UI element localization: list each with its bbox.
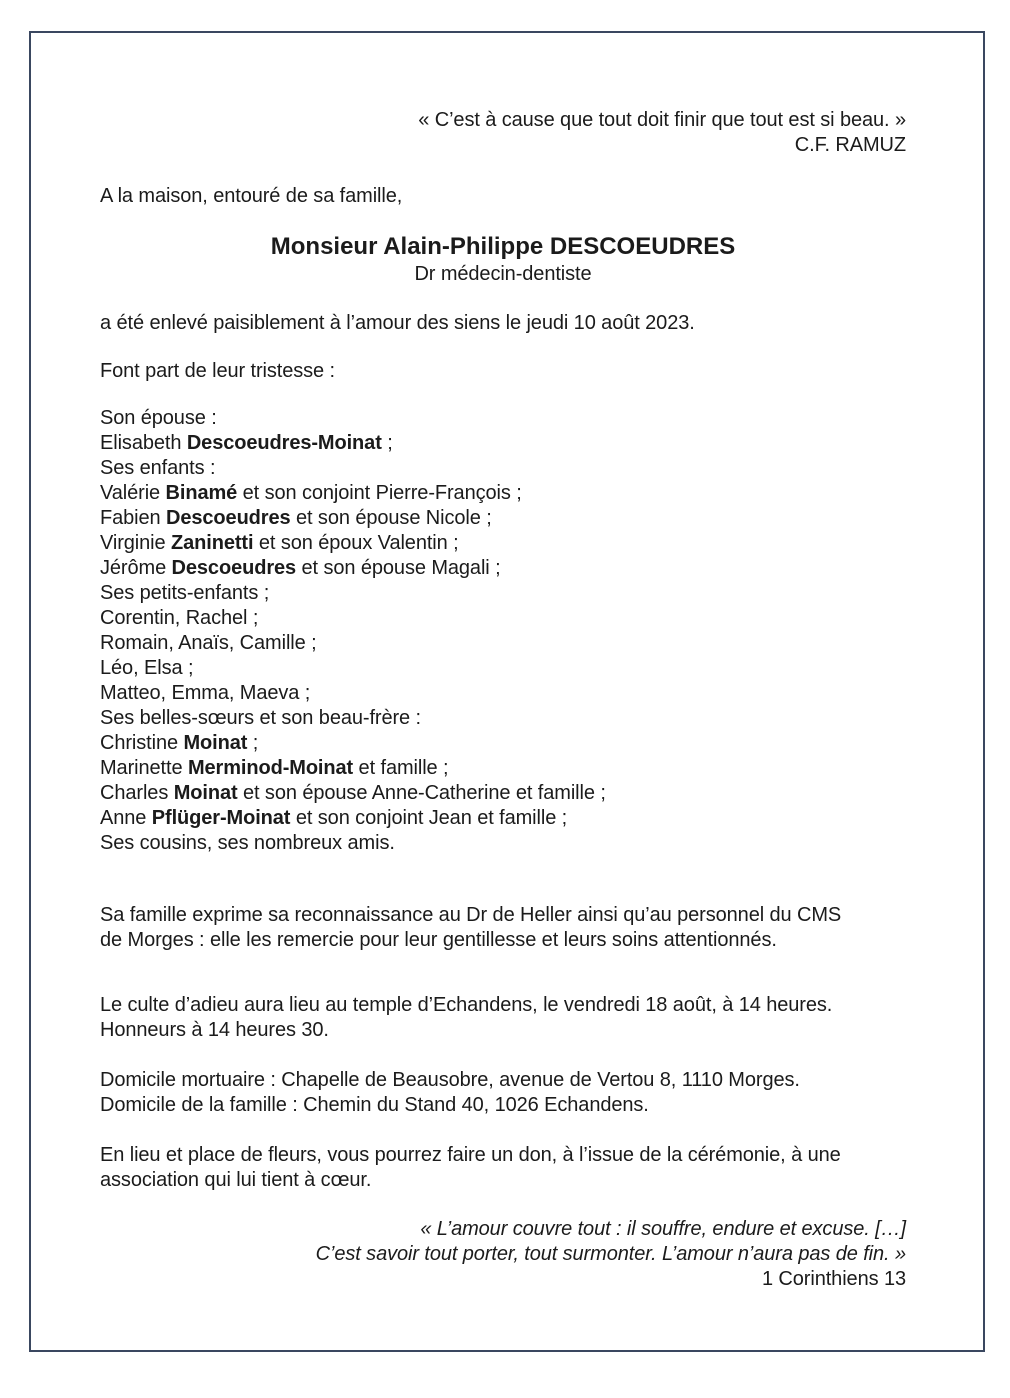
- closing-quote-lines: [100, 1217, 906, 1267]
- text-line: C’est savoir tout porter, tout surmonter. L’amour n’aura pas de fin. »: [315, 1243, 906, 1265]
- family-line: Anne Pflüger-Moinat et son conjoint Jean et famille ;: [100, 807, 568, 829]
- family-line: Corentin, Rachel ;: [100, 607, 259, 629]
- closing-reference: 1 Corinthiens 13: [761, 1268, 906, 1290]
- deceased-header: [100, 233, 906, 287]
- family-line: Virginie Zaninetti et son époux Valentin ;: [100, 532, 459, 554]
- family-line: Christine Moinat ;: [100, 732, 259, 754]
- family-line: Léo, Elsa ;: [100, 657, 194, 679]
- text-line: association qui lui tient à cœur.: [100, 1169, 372, 1191]
- text-line: Domicile de la famille : Chemin du Stand 40, 1026 Echandens.: [100, 1094, 649, 1116]
- intro-line: A la maison, entouré de sa famille,: [100, 185, 403, 207]
- gratitude-paragraph: [100, 903, 906, 953]
- donation-paragraph: [100, 1143, 906, 1193]
- epigraph: [100, 108, 906, 158]
- family-line: Ses cousins, ses nombreux amis.: [100, 832, 395, 854]
- text-line: Sa famille exprime sa reconnaissance au Dr de Heller ainsi qu’au personnel du CMS: [100, 904, 842, 926]
- family-line: Ses petits-enfants ;: [100, 582, 270, 604]
- family-line: Ses enfants :: [100, 457, 216, 479]
- addresses-paragraph: [100, 1068, 906, 1118]
- text-line: En lieu et place de fleurs, vous pourrez faire un don, à l’issue de la cérémonie, à une: [100, 1144, 841, 1166]
- family-line: Jérôme Descoeudres et son épouse Magali ;: [100, 557, 501, 579]
- family-line: Charles Moinat et son épouse Anne-Catherine et famille ;: [100, 782, 606, 804]
- family-line: Romain, Anaïs, Camille ;: [100, 632, 317, 654]
- text-line: Le culte d’adieu aura lieu au temple d’Echandens, le vendredi 18 août, à 14 heures.: [100, 994, 833, 1016]
- ceremony-paragraph: [100, 993, 906, 1043]
- family-line: Elisabeth Descoeudres-Moinat ;: [100, 432, 393, 454]
- closing-quote: [100, 1217, 906, 1292]
- text-line: « L’amour couvre tout : il souffre, endure et excuse. […]: [420, 1218, 906, 1240]
- family-list: [100, 406, 906, 856]
- deceased-name: Monsieur Alain-Philippe DESCOEUDRES: [270, 233, 736, 260]
- family-line: Valérie Binamé et son conjoint Pierre-François ;: [100, 482, 522, 504]
- deceased-profession: Dr médecin-dentiste: [414, 263, 592, 285]
- family-line: Fabien Descoeudres et son épouse Nicole ;: [100, 507, 492, 529]
- epigraph-attribution: C.F. RAMUZ: [794, 134, 906, 156]
- text-line: Honneurs à 14 heures 30.: [100, 1019, 329, 1041]
- announcement-line: a été enlevé paisiblement à l’amour des siens le jeudi 10 août 2023.: [100, 312, 695, 334]
- family-line: Ses belles-sœurs et son beau-frère :: [100, 707, 421, 729]
- family-line: Marinette Merminod-Moinat et famille ;: [100, 757, 449, 779]
- text-line: Domicile mortuaire : Chapelle de Beausobre, avenue de Vertou 8, 1110 Morges.: [100, 1069, 800, 1091]
- family-line: Matteo, Emma, Maeva ;: [100, 682, 311, 704]
- tribute-intro: Font part de leur tristesse :: [100, 360, 335, 382]
- epigraph-quote: « C’est à cause que tout doit finir que tout est si beau. »: [418, 109, 906, 131]
- family-line: Son épouse :: [100, 407, 217, 429]
- text-line: de Morges : elle les remercie pour leur gentillesse et leurs soins attentionnés.: [100, 929, 777, 951]
